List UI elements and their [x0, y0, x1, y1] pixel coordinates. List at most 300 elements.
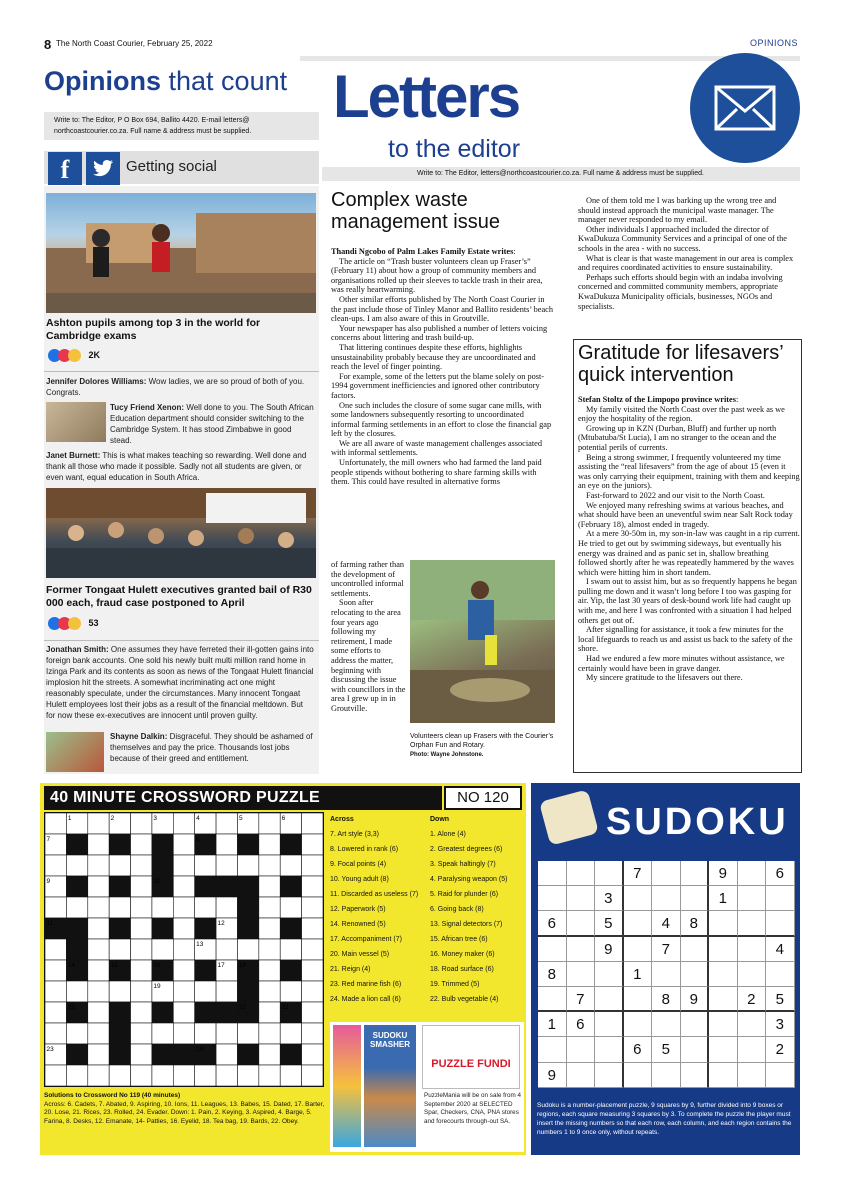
sudoku-cell[interactable] [652, 886, 681, 911]
crossword-cell[interactable] [302, 1044, 323, 1065]
crossword-block [195, 1002, 216, 1023]
crossword-cell[interactable] [45, 855, 66, 876]
crossword-clue-number: 23 [46, 1045, 54, 1053]
crossword-block [109, 1023, 130, 1044]
crossword-cell[interactable] [88, 855, 109, 876]
crossword-cell[interactable] [302, 876, 323, 897]
sudoku-cell[interactable] [738, 886, 767, 911]
sudoku-cell[interactable] [738, 1037, 767, 1062]
sudoku-cell[interactable] [567, 962, 596, 987]
sudoku-cell[interactable] [766, 1063, 795, 1088]
letter2-body: Stefan Stoltz of the Limpopo province writes: My family visited the North Coast over the past week as we enjoy the hospitality of the region. Growing up in KZN (Durban, Bluff) and further up north (Mtubatuba/St Lucia), I am no stranger to the ocean and the potential perils of currents. Being a strong swimmer, I frequently volunteered my time assisting the “real lifesavers” from the age of about 15 (even it was only carrying their equipment, training with them and keeping an eye on the juniors). Fast-forward to 2022 and our visit to the North Coast. We enjoyed many refreshing swims at various beaches, and what should have been an uneventful swim near Salt Rock today (February 18), almost ended in tragedy. At a mere 30-50m in, my son-in-law was caught in a rip current. He tried to get out by swimming sideways, but eventually his energy was drained and as panic set in, shallow breathing followed shortly after he was repeatedly hammered by the waves which were hitting him in short tandem. I swam out to assist him, but as so frequently happens he began pulling me down and it wasn’t long before I too was gasping for air. Yip, the last 30 years of desk-bound work life had caught up with me, and here I was confronted with a situation I had helped others get out of. After signalling for assistance, it took a few minutes for the local lifeguards to reach us and assist us back to the safety of the shore. Had we endured a few more minutes without assistance, we certainly would have been in grave danger. My sincere gratitude to the lifesavers out there. [578, 395, 800, 683]
crossword-block [280, 1044, 301, 1065]
sudoku-cell[interactable] [681, 1063, 710, 1088]
crossword-cell[interactable] [259, 897, 280, 918]
story1-reactions [48, 349, 100, 362]
crossword-block [66, 939, 87, 960]
sudoku-cell[interactable] [567, 911, 596, 936]
crossword-block [66, 918, 87, 939]
crossword-cell[interactable] [66, 1065, 87, 1086]
sudoku-cell[interactable] [681, 861, 710, 886]
crossword-cell[interactable] [237, 855, 258, 876]
crossword-cell[interactable] [302, 897, 323, 918]
sudoku-cell[interactable]: 8 [681, 911, 710, 936]
sudoku-cell[interactable] [538, 987, 567, 1012]
across-label: Across [330, 816, 354, 823]
crossword-block [152, 1044, 173, 1065]
crossword-cell[interactable] [173, 813, 194, 834]
crossword-cell[interactable] [109, 981, 130, 1002]
letter1-body-continued: One of them told me I was barking up the wrong tree and should instead approach the municipal waste manager. The manager never responded to my email. Other individuals I approached included the director of KwaDukuza Community Services and a principal of one of the schools in the area - with no success. What is clear is that waste management in our area is complex and requires coordinated activities to ensure sustainability. Perhaps such efforts should begin with an indaba involving concerned and committed community members, appropriate KwaDukuza Municipality officials, businesses, NGOs and specialists. [578, 196, 794, 311]
crossword-cell[interactable] [280, 855, 301, 876]
crossword-cell[interactable] [88, 834, 109, 855]
comment: Tucy Friend Xenon: Well done to you. The South African Education department should consider switching to the Cambridge System. It has stood Zimbabwe in good stead. [110, 403, 314, 445]
crossword-block [109, 1002, 130, 1023]
sudoku-cell[interactable] [652, 861, 681, 886]
envelope-icon [690, 53, 800, 163]
sudoku-cell[interactable] [595, 987, 624, 1012]
crossword-block [195, 918, 216, 939]
crossword-clue-number: 1 [67, 814, 72, 822]
crossword-clue-number: 12 [217, 919, 225, 927]
crossword-cell[interactable] [237, 1065, 258, 1086]
sudoku-cell[interactable]: 7 [567, 987, 596, 1012]
clue: 23. Red marine fish (6) [330, 981, 402, 988]
crossword-cell[interactable] [88, 981, 109, 1002]
sudoku-cell[interactable]: 5 [652, 1037, 681, 1062]
crossword-clue-number: 17 [217, 961, 225, 969]
sudoku-cell[interactable]: 9 [538, 1063, 567, 1088]
crossword-cell[interactable] [88, 1023, 109, 1044]
crossword-cell[interactable] [259, 1002, 280, 1023]
photo-caption: Volunteers clean up Frasers with the Courier’s Orphan Fun and Rotary. [410, 733, 554, 749]
letters-write-to: Write to: The Editor, letters@northcoastcourier.co.za. Full name & address must be supplied. [322, 167, 800, 181]
crossword-cell[interactable] [109, 1065, 130, 1086]
clue: 21. Reign (4) [330, 966, 371, 973]
crossword-clue-number: 5 [238, 814, 243, 822]
sudoku-cell[interactable] [567, 1037, 596, 1062]
opinions-write-to: Write to: The Editor, P O Box 694, Ballito 4420. E-mail letters@ northcoastcourier.co.za. Full name & address must be supplied. [44, 112, 319, 140]
crossword-cell[interactable] [280, 939, 301, 960]
clue: 20. Main vessel (5) [330, 951, 390, 958]
crossword-cell[interactable] [173, 876, 194, 897]
crossword-cell[interactable] [259, 918, 280, 939]
crossword-cell[interactable] [173, 897, 194, 918]
crossword-clue-number: 2 [110, 814, 115, 822]
crossword-clue-number: 13 [196, 940, 204, 948]
sudoku-cell[interactable] [595, 1063, 624, 1088]
crossword-cell[interactable] [216, 1065, 237, 1086]
clue: 8. Lowered in rank (6) [330, 846, 399, 853]
divider [44, 640, 319, 641]
sudoku-cell[interactable] [709, 1037, 738, 1062]
crossword-cell[interactable] [259, 1044, 280, 1065]
crossword-cell[interactable] [88, 897, 109, 918]
crossword-solutions: Solutions to Crossword No 119 (40 minutes) Across: 6. Cadets, 7. Abated, 9. Aspiring, 10. Ions, 11. Leagues, 13. Babes, 15. Dated, 17. Barter, 20. Lose, 21. Rices, 23. Rolled, 24. Evader. Down: 1. Pain, 2. Keying, 3. Aspired, 4. Barge, 5. Farina, 8. Desks, 12. Emanate, 14- Patties, 16. Eyelid, 18. Tea bag, 19. Bards, 22. Obey. [44, 1092, 325, 1125]
puzzle-book-spine [333, 1025, 361, 1147]
crossword-block [237, 834, 258, 855]
crossword-cell[interactable] [109, 897, 130, 918]
crossword-cell[interactable] [302, 960, 323, 981]
crossword-block [152, 855, 173, 876]
crossword-clue-number: 21 [238, 1003, 247, 1011]
crossword-clue-number: 15 [110, 961, 118, 969]
crossword-cell[interactable] [45, 1002, 66, 1023]
sudoku-cell[interactable] [595, 962, 624, 987]
crossword-cell[interactable] [259, 960, 280, 981]
crossword-cell[interactable] [45, 1065, 66, 1086]
crossword-cell[interactable] [88, 960, 109, 981]
crossword-cell[interactable] [259, 1065, 280, 1086]
wow-icon [68, 349, 81, 362]
crossword-cell[interactable] [259, 939, 280, 960]
sudoku-cell[interactable] [738, 937, 767, 962]
crossword-block [280, 876, 301, 897]
crossword-cell[interactable] [195, 981, 216, 1002]
crossword-cell[interactable] [45, 960, 66, 981]
sudoku-cell[interactable] [709, 987, 738, 1012]
clue: 12. Paperwork (5) [330, 906, 386, 913]
sudoku-cell[interactable]: 4 [766, 937, 795, 962]
sudoku-cell[interactable] [681, 886, 710, 911]
sudoku-cell[interactable] [595, 1037, 624, 1062]
crossword-cell[interactable] [173, 1002, 194, 1023]
sudoku-cell[interactable]: 9 [595, 937, 624, 962]
section-label: OPINIONS [749, 38, 798, 48]
crossword-cell[interactable] [259, 834, 280, 855]
sudoku-cell[interactable]: 8 [652, 987, 681, 1012]
sudoku-cell[interactable] [738, 911, 767, 936]
crossword-cell[interactable] [131, 834, 152, 855]
sudoku-cell[interactable] [624, 886, 653, 911]
crossword-clue-number: 9 [46, 877, 51, 885]
letter1-body: Thandi Ngcobo of Palm Lakes Family Estate writes: The article on “Trash buster volunteers clean up Fraser’s” (February 11) about how a group of community members and organisations rolled up their sleeves to tackle trash in their area, was really heartwarming. Other similar efforts published by The North Coast Courier in the past include those of Tinley Manor and Ballito residents’ beach clean-ups. I am also aware of this in Groutville. Your newspaper has also published a number of letters voicing concerns about littering and trash build-up. That littering continues despite these efforts, highlights unsustainability probably because they are uncoordinated and reach the level of finger pointing. For example, some of the letters put the blame solely on post-1994 government inefficiencies and ignored other contributory factors. One such includes the closure of some sugar cane mills, with some landowners subsequently resorting to uncoordinated informal farming settlements in an effort to close the financial gap left by the closures. We are all aware of waste management challenges associated with informal settlements. Unfortunately, the mill owners who had farmed the land paid people stipends without bothering to share farming skills with them. This could have resulted in alternative forms [331, 247, 553, 487]
crossword-cell[interactable] [173, 1023, 194, 1044]
sudoku-cell[interactable]: 7 [652, 937, 681, 962]
sudoku-cell[interactable]: 2 [738, 987, 767, 1012]
crossword-number: NO 120 [444, 786, 522, 810]
sudoku-cell[interactable]: 9 [681, 987, 710, 1012]
crossword-cell[interactable] [131, 1002, 152, 1023]
sudoku-cell[interactable]: 1 [538, 1012, 567, 1037]
crossword-cell[interactable] [131, 855, 152, 876]
crossword-cell[interactable] [131, 897, 152, 918]
crossword-cell[interactable] [152, 939, 173, 960]
story2-reactions [48, 617, 99, 630]
crossword-cell[interactable] [66, 1023, 87, 1044]
sudoku-cell[interactable] [538, 937, 567, 962]
crossword-clue-number: 11 [46, 919, 54, 927]
sudoku-cell[interactable] [567, 886, 596, 911]
sudoku-cell[interactable]: 3 [595, 886, 624, 911]
story2-reaction-count: 53 [88, 617, 99, 628]
clue: 19. Trimmed (5) [430, 981, 480, 988]
crossword-cell[interactable] [237, 939, 258, 960]
sudoku-smasher-book: SUDOKU SMASHER [364, 1025, 416, 1147]
crossword-cell[interactable] [173, 981, 194, 1002]
sudoku-grid[interactable] [538, 861, 795, 1088]
crossword-cell[interactable] [173, 939, 194, 960]
crossword-block [109, 918, 130, 939]
clue: 7. Art style (3,3) [330, 831, 380, 838]
crossword-cell[interactable] [88, 939, 109, 960]
crossword-clue-number: 18 [238, 961, 247, 969]
crossword-cell[interactable] [131, 918, 152, 939]
crossword-cell[interactable] [195, 1023, 216, 1044]
crossword-cell[interactable] [195, 855, 216, 876]
sudoku-cell[interactable]: 9 [709, 861, 738, 886]
crossword-block [280, 918, 301, 939]
crossword-block [152, 834, 173, 855]
sudoku-cell[interactable] [738, 861, 767, 886]
crossword-cell[interactable] [131, 1065, 152, 1086]
sudoku-cell[interactable]: 5 [595, 911, 624, 936]
sudoku-cell[interactable]: 6 [567, 1012, 596, 1037]
clue: 10. Young adult (8) [330, 876, 389, 883]
sudoku-cell[interactable]: 1 [709, 886, 738, 911]
story2-headline: Former Tongaat Hulett executives granted bail of R30 000 each, fraud case postponed to April [46, 584, 312, 609]
sudoku-cell[interactable] [538, 861, 567, 886]
sudoku-cell[interactable] [766, 962, 795, 987]
crossword-cell[interactable] [280, 1023, 301, 1044]
crossword-cell[interactable] [152, 1023, 173, 1044]
opinions-title: Opinions that count [44, 66, 288, 96]
sudoku-instructions: Sudoku is a number-placement puzzle, 9 squares by 9, further divided into 9 boxes or regions, each square measuring 3 squares by 3. To complete the puzzle the player must insert the missing numbers so that each row, each column, and each region contains the numbers 1 to 9 once only, without repeats. [537, 1102, 792, 1136]
crossword-cell[interactable] [88, 813, 109, 834]
crossword-clue-number: 20 [67, 1003, 76, 1011]
crossword-cell[interactable] [302, 1002, 323, 1023]
clue: 6. Going back (8) [430, 906, 484, 913]
sudoku-cell[interactable] [709, 911, 738, 936]
crossword-cell[interactable] [302, 855, 323, 876]
sudoku-cell[interactable] [738, 1012, 767, 1037]
crossword-cell[interactable] [88, 1002, 109, 1023]
crossword-clue-number: 7 [46, 835, 51, 843]
crossword-cell[interactable] [280, 981, 301, 1002]
sudoku-cell[interactable] [681, 937, 710, 962]
crossword-cell[interactable] [109, 855, 130, 876]
crossword-block [280, 834, 301, 855]
crossword-cell[interactable] [131, 876, 152, 897]
crossword-cell[interactable] [195, 1065, 216, 1086]
crossword-block [237, 918, 258, 939]
crossword-cell[interactable] [45, 981, 66, 1002]
sudoku-cell[interactable] [538, 886, 567, 911]
crossword-cell[interactable] [259, 855, 280, 876]
crossword-clue-number: 22 [281, 1003, 289, 1011]
sudoku-cell[interactable] [709, 1063, 738, 1088]
crossword-cell[interactable] [173, 1065, 194, 1086]
crossword-cell[interactable] [45, 813, 66, 834]
crossword-cell[interactable] [66, 897, 87, 918]
sudoku-cell[interactable] [681, 962, 710, 987]
crossword-title: 40 MINUTE CROSSWORD PUZZLE [44, 786, 442, 810]
crossword-cell[interactable] [45, 1023, 66, 1044]
crossword-cell[interactable] [66, 855, 87, 876]
crossword-cell[interactable] [259, 876, 280, 897]
crossword-cell[interactable] [45, 939, 66, 960]
sudoku-cell[interactable] [624, 937, 653, 962]
comment: Shayne Dalkin: Disgraceful. They should be ashamed of themselves and pay the price. Thousands lost jobs because of their greed and entitlement. [110, 732, 313, 763]
sudoku-cell[interactable] [567, 937, 596, 962]
crossword-clue-number: 8 [196, 835, 200, 843]
crossword-cell[interactable] [88, 876, 109, 897]
crossword-cell[interactable] [109, 939, 130, 960]
ad-text: PuzzleMania will be on sale from 4 September 2020 at SELECTED Spar, Checkers, CNA, PNA stores and forecourts through-out SA. [424, 1092, 521, 1125]
sudoku-cell[interactable] [681, 1012, 710, 1037]
clue: 18. Road surface (6) [430, 966, 494, 973]
sudoku-cell[interactable] [738, 962, 767, 987]
crossword-cell[interactable] [216, 813, 237, 834]
clue: 14. Renowned (5) [330, 921, 386, 928]
crossword-cell[interactable] [131, 1044, 152, 1065]
crossword-cell[interactable] [216, 1023, 237, 1044]
crossword-cell[interactable] [237, 1023, 258, 1044]
comment: Jonathan Smith: One assumes they have ferreted their ill-gotten gains into foreign bank accounts. One sold his newly built multi million rand home in Izinga Park and its contents as soon as news of the Tongaat Hulett financial implosion hit the streets. A somewhat incriminating act one might reasonably speculate, under the circumstances. Many innocent Tongaat Hulett employees lost their jobs as a result of the financial meltdown. But for now these ex-executives are innocent until proven guilty. [46, 645, 314, 720]
sudoku-cell[interactable] [681, 1037, 710, 1062]
sudoku-cell[interactable]: 5 [766, 987, 795, 1012]
crossword-cell[interactable] [131, 813, 152, 834]
crossword-block [237, 1044, 258, 1065]
sudoku-cell[interactable]: 6 [766, 861, 795, 886]
crossword-cell[interactable] [216, 939, 237, 960]
crossword-cell[interactable] [302, 834, 323, 855]
crossword-cell[interactable] [302, 1023, 323, 1044]
crossword-cell[interactable] [131, 1023, 152, 1044]
clue: 1. Alone (4) [430, 831, 466, 838]
crossword-cell[interactable] [131, 981, 152, 1002]
crossword-cell[interactable] [88, 1044, 109, 1065]
crossword-cell[interactable] [131, 960, 152, 981]
letter1-body-narrow: of farming rather than the development of uncontrolled informal settlements. Soon after relocating to the area four years ago following my retirement, I made some efforts to address the matter, beginning with discussing the issue with councillors in the area I grew up in in Groutville. [331, 560, 406, 713]
cleanup-photo [410, 560, 555, 723]
puzzle-ad [330, 1022, 524, 1152]
sudoku-cell[interactable] [624, 911, 653, 936]
sudoku-cell[interactable] [709, 962, 738, 987]
letter1-byline: Thandi Ngcobo of Palm Lakes Family Estate writes [331, 247, 514, 256]
crossword-cell[interactable] [152, 897, 173, 918]
sudoku-cell[interactable]: 7 [624, 861, 653, 886]
crossword-cell[interactable] [302, 939, 323, 960]
crossword-cell[interactable] [195, 897, 216, 918]
sudoku-cell[interactable] [567, 861, 596, 886]
crossword-clue-number: 14 [67, 961, 76, 969]
sudoku-cell[interactable] [709, 937, 738, 962]
sudoku-cell[interactable] [538, 1037, 567, 1062]
sudoku-cell[interactable] [624, 1012, 653, 1037]
crossword-cell[interactable] [216, 1044, 237, 1065]
crossword-cell[interactable] [173, 918, 194, 939]
letters-title: Letters [333, 63, 520, 130]
sudoku-cell[interactable]: 6 [538, 911, 567, 936]
sudoku-cell[interactable]: 8 [538, 962, 567, 987]
crossword-cell[interactable] [66, 981, 87, 1002]
crossword-clue-number: 6 [281, 814, 286, 822]
sudoku-cell[interactable] [652, 962, 681, 987]
clue: 9. Focal points (4) [330, 861, 387, 868]
facebook-icon: f [48, 152, 82, 185]
sudoku-cell[interactable] [738, 1063, 767, 1088]
sudoku-cell[interactable] [652, 1063, 681, 1088]
crossword-block [280, 960, 301, 981]
crossword-block [195, 960, 216, 981]
crossword-cell[interactable] [88, 918, 109, 939]
crossword-cell[interactable] [216, 834, 237, 855]
crossword-block [152, 918, 173, 939]
sudoku-cell[interactable] [652, 1012, 681, 1037]
ashton-pupils-photo [46, 193, 316, 313]
crossword-clue-number: 19 [153, 982, 161, 990]
sudoku-cell[interactable] [624, 1063, 653, 1088]
crossword-cell[interactable] [216, 897, 237, 918]
clue: 24. Made a lion call (6) [330, 996, 401, 1003]
crossword-cell[interactable] [45, 897, 66, 918]
comment-thumbnail [46, 402, 106, 442]
sudoku-cell[interactable] [766, 911, 795, 936]
crossword-block [66, 834, 87, 855]
sudoku-title: SUDOKU [606, 801, 789, 843]
crossword-grid[interactable] [44, 812, 324, 1087]
crossword-cell[interactable] [280, 897, 301, 918]
crossword-cell[interactable] [173, 834, 194, 855]
clue: 4. Paralysing weapon (5) [430, 876, 508, 883]
crossword-cell[interactable] [280, 1065, 301, 1086]
photo-credit: Photo: Wayne Johnstone. [410, 752, 484, 758]
divider [44, 371, 319, 372]
story1-headline: Ashton pupils among top 3 in the world for Cambridge exams [46, 317, 261, 342]
crossword-cell[interactable] [302, 918, 323, 939]
crossword-cell[interactable] [302, 1065, 323, 1086]
crossword-cell[interactable] [173, 960, 194, 981]
sudoku-cell[interactable]: 1 [624, 962, 653, 987]
crossword-cell[interactable] [302, 813, 323, 834]
page-number: 8 [44, 37, 52, 52]
sudoku-cell[interactable] [595, 1012, 624, 1037]
sudoku-cell[interactable] [595, 861, 624, 886]
twitter-icon [86, 152, 120, 185]
crossword-cell[interactable] [152, 1065, 173, 1086]
sudoku-cell[interactable]: 6 [624, 1037, 653, 1062]
sudoku-cell[interactable]: 4 [652, 911, 681, 936]
sudoku-cell[interactable] [766, 886, 795, 911]
letter1-headline: Complex waste management issue [331, 189, 500, 233]
crossword-clue-number: 3 [153, 814, 158, 822]
sudoku-cell[interactable]: 2 [766, 1037, 795, 1062]
crossword-block [109, 876, 130, 897]
comment-thumbnail [46, 732, 104, 772]
crossword-cell[interactable] [302, 981, 323, 1002]
crossword-cell[interactable] [216, 855, 237, 876]
crossword-cell[interactable] [173, 855, 194, 876]
sudoku-cell[interactable] [709, 1012, 738, 1037]
sudoku-cell[interactable] [567, 1063, 596, 1088]
crossword-block [195, 876, 216, 897]
crossword-clue-number: 24 [196, 1045, 204, 1053]
crossword-cell[interactable] [131, 939, 152, 960]
crossword-cell[interactable] [259, 981, 280, 1002]
crossword-cell[interactable] [259, 813, 280, 834]
sudoku-cell[interactable]: 3 [766, 1012, 795, 1037]
crossword-cell[interactable] [259, 1023, 280, 1044]
crossword-block [216, 1002, 237, 1023]
tongaat-court-photo [46, 488, 316, 578]
crossword-block [237, 897, 258, 918]
crossword-cell[interactable] [88, 1065, 109, 1086]
down-label: Down [430, 816, 450, 823]
getting-social-label: Getting social [126, 158, 217, 175]
crossword-cell[interactable] [216, 981, 237, 1002]
sudoku-cell[interactable] [624, 987, 653, 1012]
